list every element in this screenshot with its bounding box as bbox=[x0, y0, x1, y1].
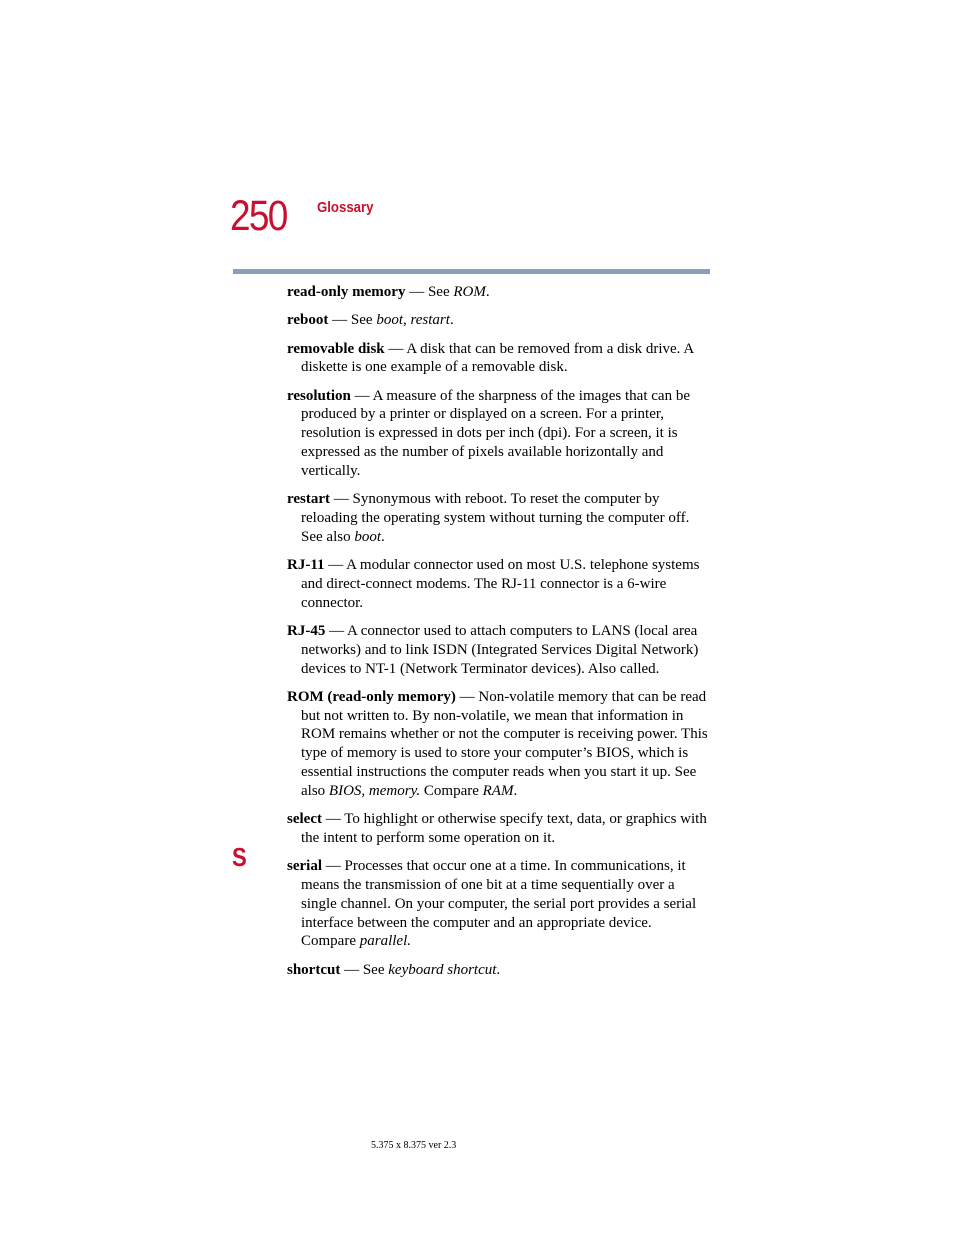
entry-text: — Processes that occur one at a time. In communications, it means the transmission of one bit at a time sequentially over a single channel. On your computer, the serial port provides a serial interface between the computer and an appropriate device. Compare bbox=[301, 858, 697, 950]
entry-text: . bbox=[381, 528, 385, 545]
glossary-entry-removable-disk bbox=[287, 340, 710, 378]
entry-cross-reference: boot bbox=[354, 528, 381, 545]
entry-term: removable disk bbox=[287, 340, 385, 357]
glossary-entry-rj-11 bbox=[287, 556, 710, 612]
entry-cross-reference: keyboard shortcut bbox=[388, 961, 497, 978]
entry-term: resolution bbox=[287, 387, 351, 404]
glossary-entry-shortcut bbox=[287, 961, 710, 980]
entry-term: RJ-11 bbox=[287, 557, 325, 574]
entry-text: . bbox=[485, 284, 490, 300]
page-number: 250 bbox=[230, 192, 287, 240]
footer-print-spec: 5.375 x 8.375 ver 2.3 bbox=[371, 1140, 457, 1151]
header-rule bbox=[233, 269, 710, 274]
entry-cross-reference: BIOS, memory. bbox=[328, 782, 421, 799]
entry-term: read-only memory bbox=[287, 284, 406, 300]
entry-cross-reference: boot bbox=[376, 312, 403, 329]
entry-cross-reference: ROM bbox=[453, 284, 486, 300]
entry-text: — To highlight or otherwise specify text, data, or graphics with the intent to perform some operation on it. bbox=[301, 811, 707, 846]
glossary-entry-reboot bbox=[287, 311, 710, 330]
glossary-entry-resolution bbox=[287, 387, 710, 481]
entry-cross-reference: RAM bbox=[482, 782, 514, 799]
glossary-entry-restart bbox=[287, 490, 710, 546]
entry-term: restart bbox=[287, 491, 331, 508]
letter-marker: S bbox=[232, 842, 247, 872]
entry-text: — A disk that can be removed from a disk drive. A diskette is one example of a removable disk. bbox=[301, 340, 694, 376]
entry-text: — A modular connector used on most U.S. telephone systems and direct-connect modems. The RJ-11 connector is a 6-wire connector. bbox=[301, 557, 700, 611]
glossary-entry-read-only-memory bbox=[287, 283, 710, 302]
entry-term: reboot bbox=[287, 312, 329, 329]
entry-text: , bbox=[402, 312, 411, 329]
entry-text: — Non-volatile memory that can be read but not written to. By non-volatile, we mean that information in ROM remains whether or not the computer is receiving power. This type of memory is used to store your computer’s BIOS, which is essential instructions the computer reads when you start it up. See also bbox=[301, 688, 708, 799]
entry-text: . bbox=[449, 312, 454, 329]
glossary-entry-rom bbox=[287, 688, 710, 801]
entry-text: — A connector used to attach computers to LANS (local area networks) and to link ISDN (Integrated Services Digital Network) devices to NT-1 (Network Terminator devices). Also called. bbox=[301, 622, 699, 677]
entry-term: ROM (read-only memory) bbox=[287, 688, 456, 705]
glossary-entry-rj-45 bbox=[287, 622, 710, 678]
entry-text: . bbox=[513, 782, 518, 799]
entry-text: — See bbox=[340, 961, 389, 978]
glossary-entry-select bbox=[287, 810, 710, 848]
entry-text: — See bbox=[328, 312, 377, 329]
entry-text: — A measure of the sharpness of the images that can be produced by a printer or displayed on a screen. For a printer, resolution is expressed in dots per inch (dpi). For a screen, it is expressed as the number of pixels available horizontally and vertically. bbox=[301, 387, 690, 479]
entry-text: Compare bbox=[420, 782, 483, 799]
entry-term: serial bbox=[287, 858, 322, 875]
glossary-entries bbox=[287, 283, 710, 989]
entry-text: — Synonymous with reboot. To reset the computer by reloading the operating system without turning the computer off. See also bbox=[301, 491, 690, 545]
entry-cross-reference: parallel. bbox=[359, 933, 411, 950]
entry-text: . bbox=[496, 961, 501, 978]
entry-term: RJ-45 bbox=[287, 622, 326, 639]
entry-term: select bbox=[287, 811, 322, 828]
glossary-entry-serial bbox=[287, 857, 710, 951]
section-title: Glossary bbox=[317, 199, 374, 216]
entry-cross-reference: restart bbox=[410, 312, 450, 329]
entry-text: — See bbox=[405, 284, 454, 300]
entry-term: shortcut bbox=[287, 961, 341, 978]
